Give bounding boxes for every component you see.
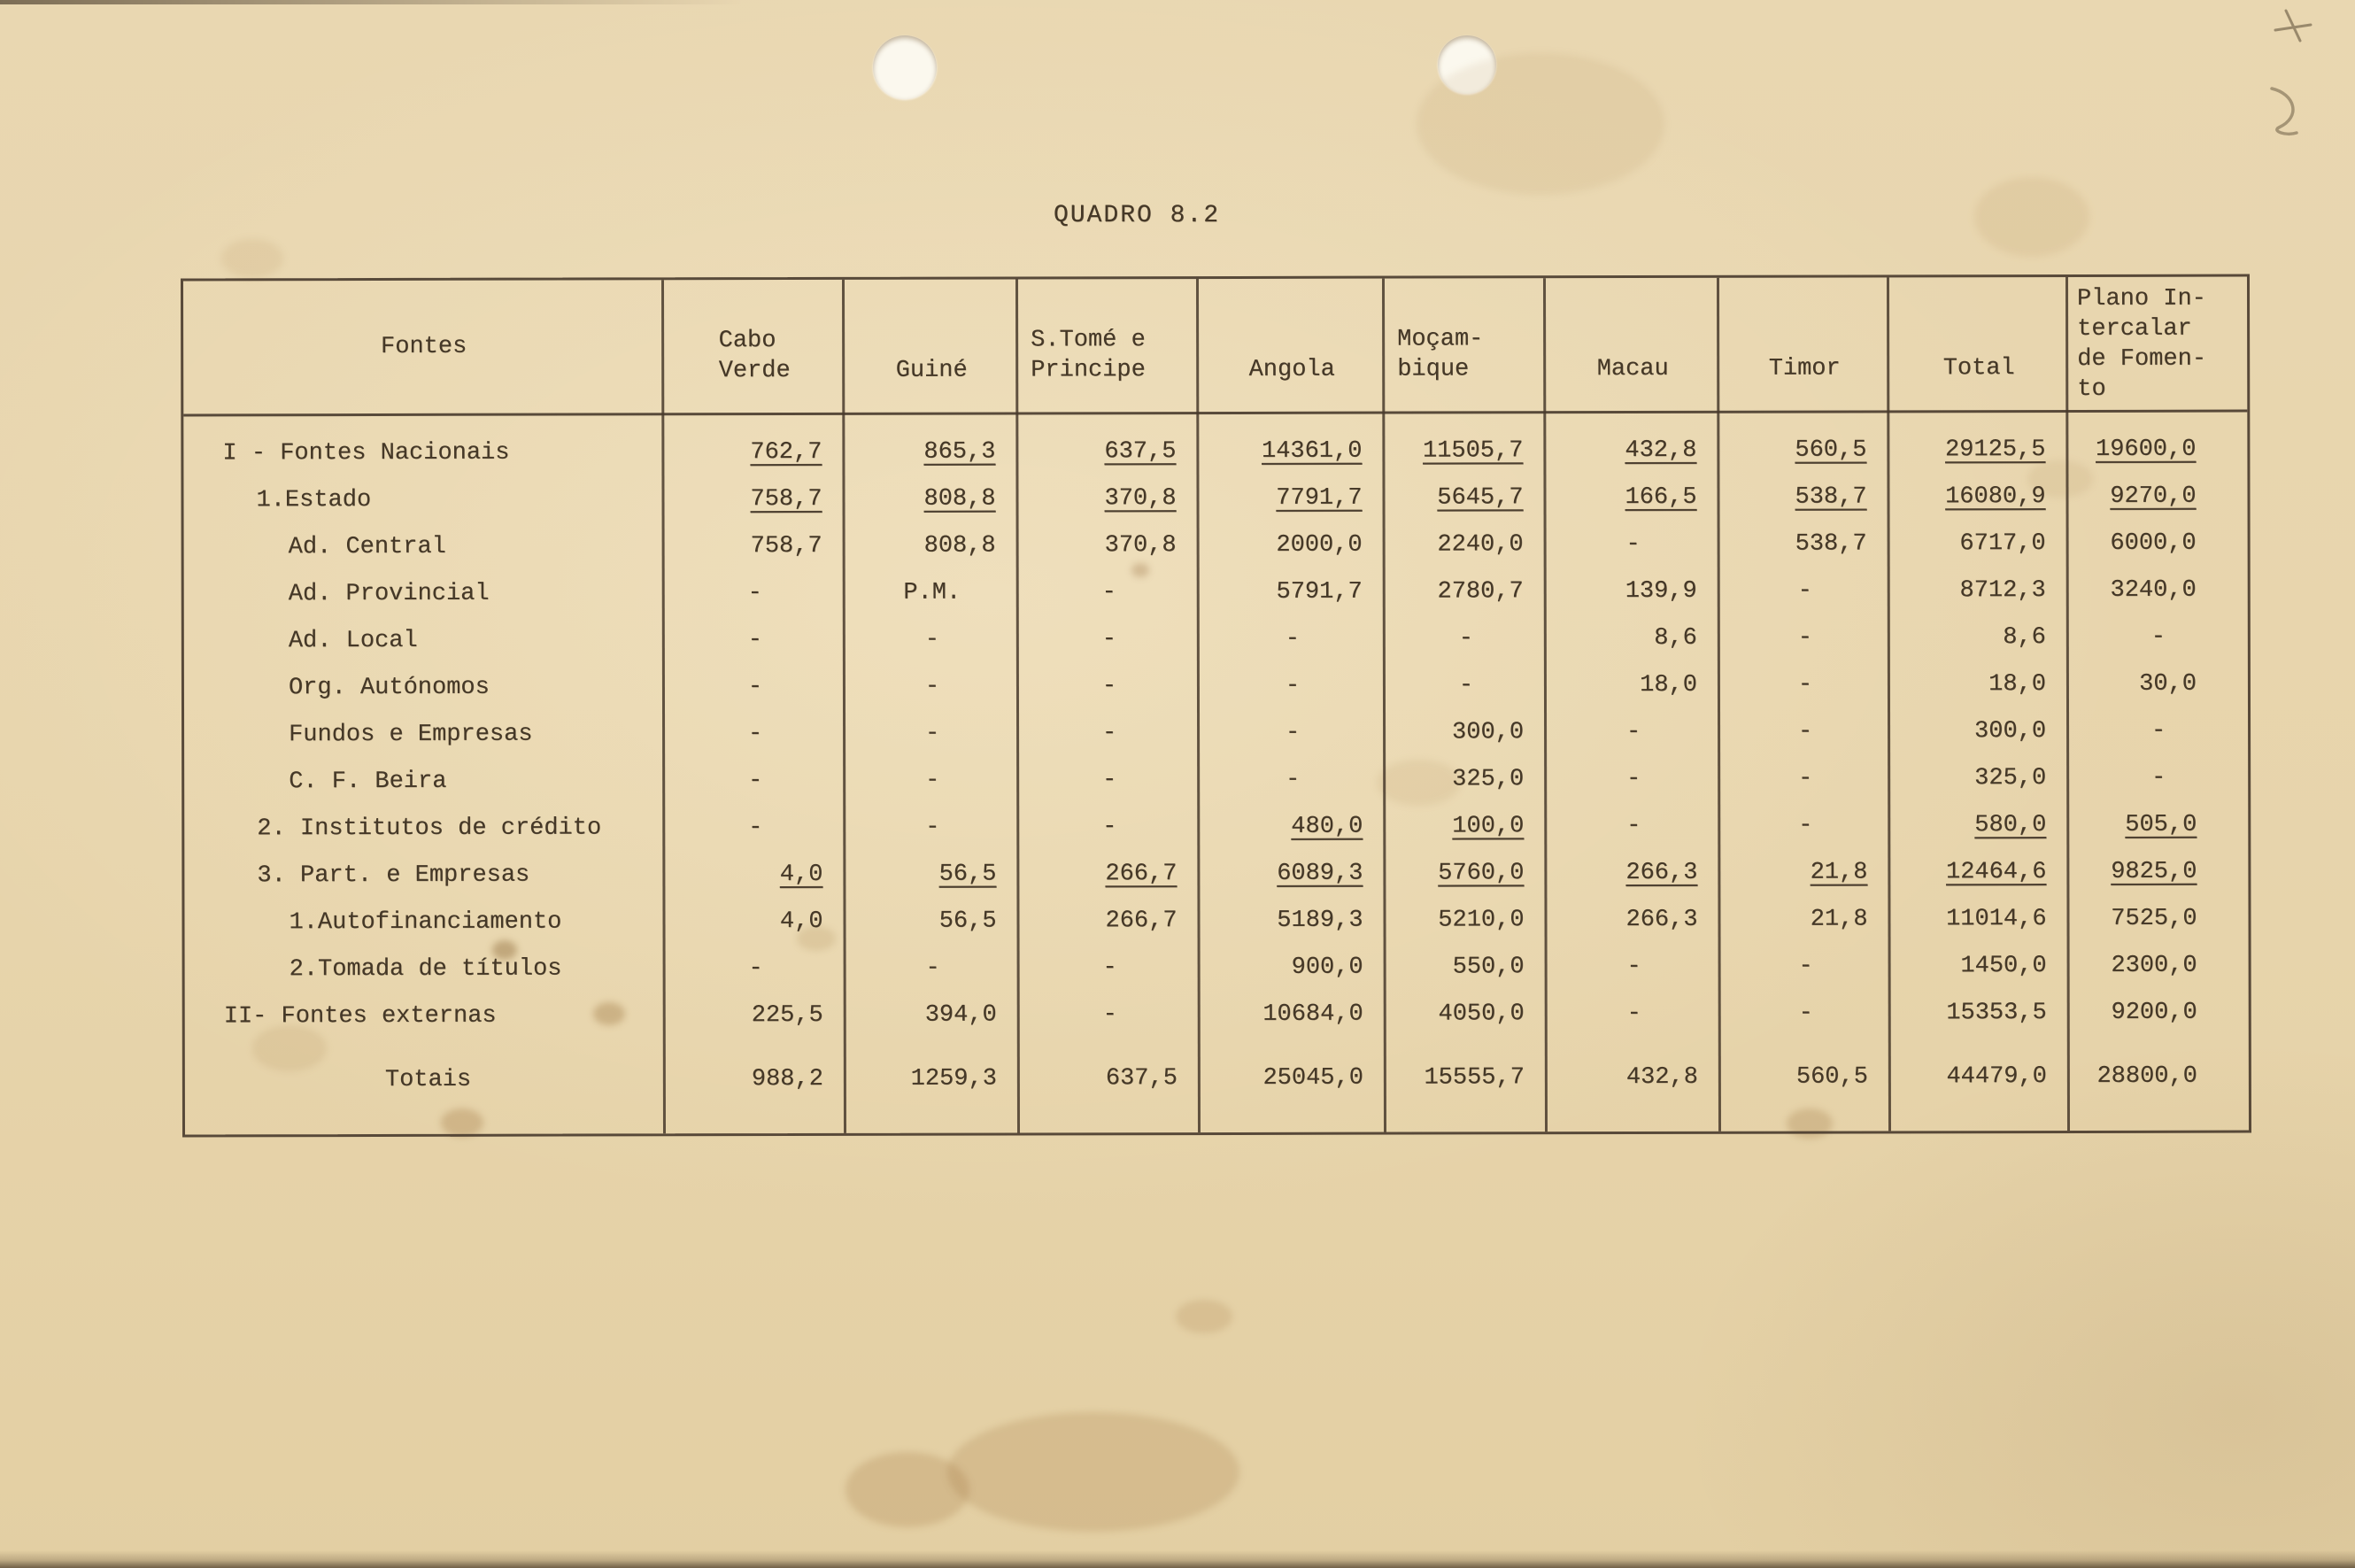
cell-value: 7525,0 [2111, 905, 2197, 932]
cell-value: 9200,0 [2111, 999, 2197, 1026]
cell-value: - [1626, 1000, 1641, 1027]
column-header-label: Fontes [381, 333, 467, 360]
table-row [184, 614, 2248, 665]
cell-value: 637,5 [1104, 437, 1177, 465]
cell-value: 370,8 [1104, 484, 1177, 512]
punch-hole-right [1438, 35, 1496, 94]
cell-value: 325,0 [1452, 765, 1525, 792]
row-label: Ad. Central [288, 533, 446, 560]
cell-value: 266,3 [1625, 859, 1698, 886]
table-row [184, 707, 2248, 759]
cell-value: 1259,3 [910, 1065, 997, 1093]
cell-value: 9825,0 [2111, 858, 2197, 885]
cell-value: - [925, 814, 940, 841]
data-table [181, 274, 2251, 1138]
cell-value: 139,9 [1625, 577, 1697, 605]
column-header [1385, 278, 1546, 411]
cell-value: - [1101, 719, 1117, 746]
column-header [2068, 277, 2247, 410]
scan-edge-bottom [0, 1550, 2355, 1568]
table-row [184, 520, 2248, 571]
cell-value: 560,5 [1795, 1063, 1868, 1091]
cell-value: - [748, 814, 763, 841]
table-row [184, 848, 2248, 900]
cell-value: 4,0 [779, 908, 823, 935]
cell-value: - [1458, 671, 1474, 699]
row-label: 1.Estado [256, 486, 372, 514]
cell-value: 4,0 [779, 861, 823, 888]
cell-value: - [1797, 671, 1813, 699]
cell-value: 5791,7 [1276, 578, 1363, 606]
table-row [185, 942, 2249, 993]
cell-value: 325,0 [1974, 764, 2047, 792]
cell-value: 166,5 [1625, 483, 1697, 511]
cell-value: - [1286, 766, 1301, 793]
cell-value: - [1102, 766, 1117, 793]
paper-stain [1176, 1300, 1232, 1333]
column-header-label: Guiné [895, 357, 968, 384]
cell-value: 808,8 [923, 485, 996, 513]
cell-value: - [1797, 718, 1813, 745]
cell-value: 19600,0 [2095, 436, 2197, 463]
row-label: C. F. Beira [289, 768, 447, 795]
cell-value: - [1102, 1000, 1117, 1028]
cell-value: 8,6 [2003, 623, 2046, 651]
cell-value: - [1285, 719, 1301, 746]
cell-value: 10684,0 [1262, 1000, 1363, 1028]
table-row [183, 426, 2247, 477]
cell-value: 6717,0 [1959, 529, 2046, 557]
cell-value: 2780,7 [1437, 577, 1524, 605]
row-label: 2.Tomada de títulos [289, 955, 562, 983]
paper-stain [947, 1412, 1239, 1532]
cell-value: 1450,0 [1960, 952, 2047, 979]
cell-value: P.M. [903, 579, 961, 606]
cell-value: 266,3 [1625, 906, 1698, 933]
cell-value: 29125,5 [1944, 436, 2046, 463]
cell-value: 988,2 [751, 1065, 823, 1093]
cell-value: 6089,3 [1277, 860, 1363, 887]
table-row [184, 754, 2248, 806]
cell-value: 30,0 [2139, 670, 2197, 698]
cell-value: - [1102, 954, 1117, 981]
cell-value: 2000,0 [1276, 531, 1363, 559]
cell-value: 2240,0 [1437, 530, 1524, 558]
table-row [184, 895, 2248, 946]
row-label: Fundos e Empresas [289, 721, 533, 748]
row-label: 1.Autofinanciamento [289, 908, 562, 936]
cell-value: 8712,3 [1959, 576, 2046, 604]
cell-value: 15555,7 [1424, 1064, 1525, 1092]
cell-value: - [924, 626, 939, 653]
cell-value: 21,8 [1810, 858, 1868, 886]
cell-value: 56,5 [938, 861, 997, 888]
cell-value: 44479,0 [1946, 1063, 2047, 1091]
cell-value: 5645,7 [1437, 483, 1524, 511]
cell-value: 12464,6 [1945, 858, 2047, 885]
paper-stain [1974, 177, 2089, 257]
cell-value: 18,0 [1640, 671, 1697, 699]
cell-value: 266,7 [1105, 907, 1178, 934]
cell-value: 25045,0 [1262, 1064, 1363, 1092]
cell-value: 18,0 [1988, 670, 2046, 698]
cell-value: 11505,7 [1422, 436, 1524, 465]
row-label: Ad. Provincial [288, 580, 490, 607]
column-header [845, 279, 1018, 412]
cell-value: 865,3 [923, 438, 996, 466]
cell-value: 4050,0 [1438, 1000, 1525, 1027]
paper-stain [845, 1452, 969, 1527]
cell-value: - [1798, 765, 1813, 792]
paper-stain [221, 239, 283, 278]
cell-value: 11014,6 [1946, 905, 2047, 932]
column-header-label: S.Tomé e Principe [1031, 327, 1146, 384]
cell-value: 5760,0 [1438, 859, 1525, 886]
cell-value: 100,0 [1452, 812, 1525, 839]
cell-value: 900,0 [1291, 954, 1363, 981]
cell-value: 808,8 [923, 532, 996, 560]
cell-value: 394,0 [924, 1001, 997, 1029]
cell-value: - [1625, 530, 1641, 558]
cell-value: 21,8 [1810, 905, 1868, 933]
cell-value: - [747, 579, 762, 606]
cell-value: 370,8 [1104, 531, 1177, 559]
cell-value: - [1798, 812, 1813, 839]
cell-value: - [1797, 624, 1812, 652]
cell-value: 637,5 [1105, 1065, 1178, 1093]
column-header-label: Moçam- bique [1397, 326, 1484, 383]
cell-value: - [1458, 624, 1473, 652]
column-header [1546, 278, 1719, 411]
table-header [183, 277, 2247, 414]
cell-value: - [1285, 672, 1301, 699]
cell-value: 550,0 [1452, 953, 1525, 980]
cell-value: 9270,0 [2110, 483, 2197, 510]
page-title: QUADRO 8.2 [1054, 202, 1221, 229]
cell-value: 505,0 [2125, 811, 2197, 838]
cell-value: - [1626, 812, 1641, 839]
cell-value: - [748, 954, 763, 982]
cell-value: - [1285, 625, 1300, 653]
cell-value: 300,0 [1974, 717, 2047, 745]
cell-value: 580,0 [1974, 811, 2047, 838]
row-label: 2. Institutos de crédito [257, 814, 602, 842]
cell-value: - [2151, 764, 2166, 792]
row-label: Totais [384, 1066, 472, 1093]
cell-value: - [1626, 953, 1641, 980]
cell-value: - [2150, 717, 2166, 745]
row-label: II- Fontes externas [223, 1002, 497, 1030]
cell-value: 56,5 [938, 908, 997, 935]
cell-value: 3240,0 [2110, 576, 2197, 604]
cell-value: - [748, 767, 763, 794]
cell-value: 432,8 [1625, 1063, 1698, 1092]
column-header-label: Angola [1248, 356, 1335, 383]
cell-value: - [1101, 672, 1117, 699]
cell-value: 5210,0 [1438, 906, 1525, 933]
column-header-label: Timor [1768, 355, 1841, 382]
column-header [1889, 277, 2068, 410]
row-label: I - Fontes Nacionais [222, 439, 510, 467]
cell-value: 758,7 [750, 485, 822, 513]
row-label: 3. Part. e Empresas [257, 861, 530, 889]
pencil-mark-2 [2259, 81, 2321, 143]
table-row [185, 1052, 2249, 1106]
cell-value: 538,7 [1795, 529, 1867, 558]
column-header [664, 280, 845, 413]
cell-value: - [1101, 578, 1116, 606]
cell-value: 300,0 [1452, 718, 1525, 745]
cell-value: 480,0 [1291, 813, 1363, 840]
cell-value: 28800,0 [2096, 1062, 2197, 1090]
cell-value: - [747, 673, 763, 700]
cell-value: 15353,5 [1946, 999, 2047, 1026]
table-row [185, 989, 2249, 1040]
pencil-mark-1 [2266, 4, 2328, 57]
cell-value: - [925, 767, 940, 794]
punch-hole-left [873, 35, 937, 99]
column-header-label: Total [1942, 355, 2015, 382]
cell-value: - [2150, 623, 2166, 651]
cell-value: - [924, 673, 940, 700]
table-row [184, 660, 2248, 712]
row-label: Org. Autónomos [288, 674, 490, 701]
cell-value: 14361,0 [1261, 437, 1363, 465]
cell-value: - [925, 954, 940, 982]
column-header [1199, 279, 1385, 412]
table-body [183, 410, 2249, 1106]
cell-value: 266,7 [1105, 860, 1178, 887]
cell-value: 8,6 [1654, 624, 1697, 652]
table-row [184, 801, 2248, 853]
column-header [1018, 279, 1199, 412]
column-header-fontes [183, 280, 664, 413]
table-row [183, 473, 2247, 524]
scan-edge-top [0, 0, 744, 4]
cell-value: - [1626, 765, 1641, 792]
cell-value: 16080,9 [1945, 483, 2046, 510]
cell-value: - [924, 720, 940, 747]
cell-value: 6000,0 [2110, 529, 2197, 557]
cell-value: - [1625, 718, 1641, 745]
cell-value: 560,5 [1795, 436, 1867, 464]
cell-value: - [1101, 625, 1116, 653]
cell-value: 762,7 [750, 438, 822, 466]
cell-value: - [1798, 953, 1813, 980]
column-header [1719, 277, 1889, 410]
cell-value: - [1797, 577, 1812, 605]
cell-value: 225,5 [751, 1001, 823, 1029]
row-label: Ad. Local [288, 627, 418, 654]
cell-value: 7791,7 [1276, 484, 1363, 512]
cell-value: - [747, 720, 763, 747]
cell-value: 5189,3 [1277, 907, 1363, 934]
cell-value: - [747, 626, 762, 653]
cell-value: 758,7 [750, 532, 822, 560]
column-header-label: Plano In- tercalar de Fomen- to [2077, 285, 2207, 403]
cell-value: 538,7 [1795, 483, 1867, 511]
table-row [184, 567, 2248, 618]
column-header-label: Cabo Verde [718, 328, 791, 385]
cell-value: 2300,0 [2111, 952, 2197, 979]
column-header-label: Macau [1596, 355, 1669, 383]
cell-value: 432,8 [1625, 436, 1697, 464]
cell-value: - [1798, 1000, 1813, 1027]
cell-value: - [1102, 813, 1117, 840]
